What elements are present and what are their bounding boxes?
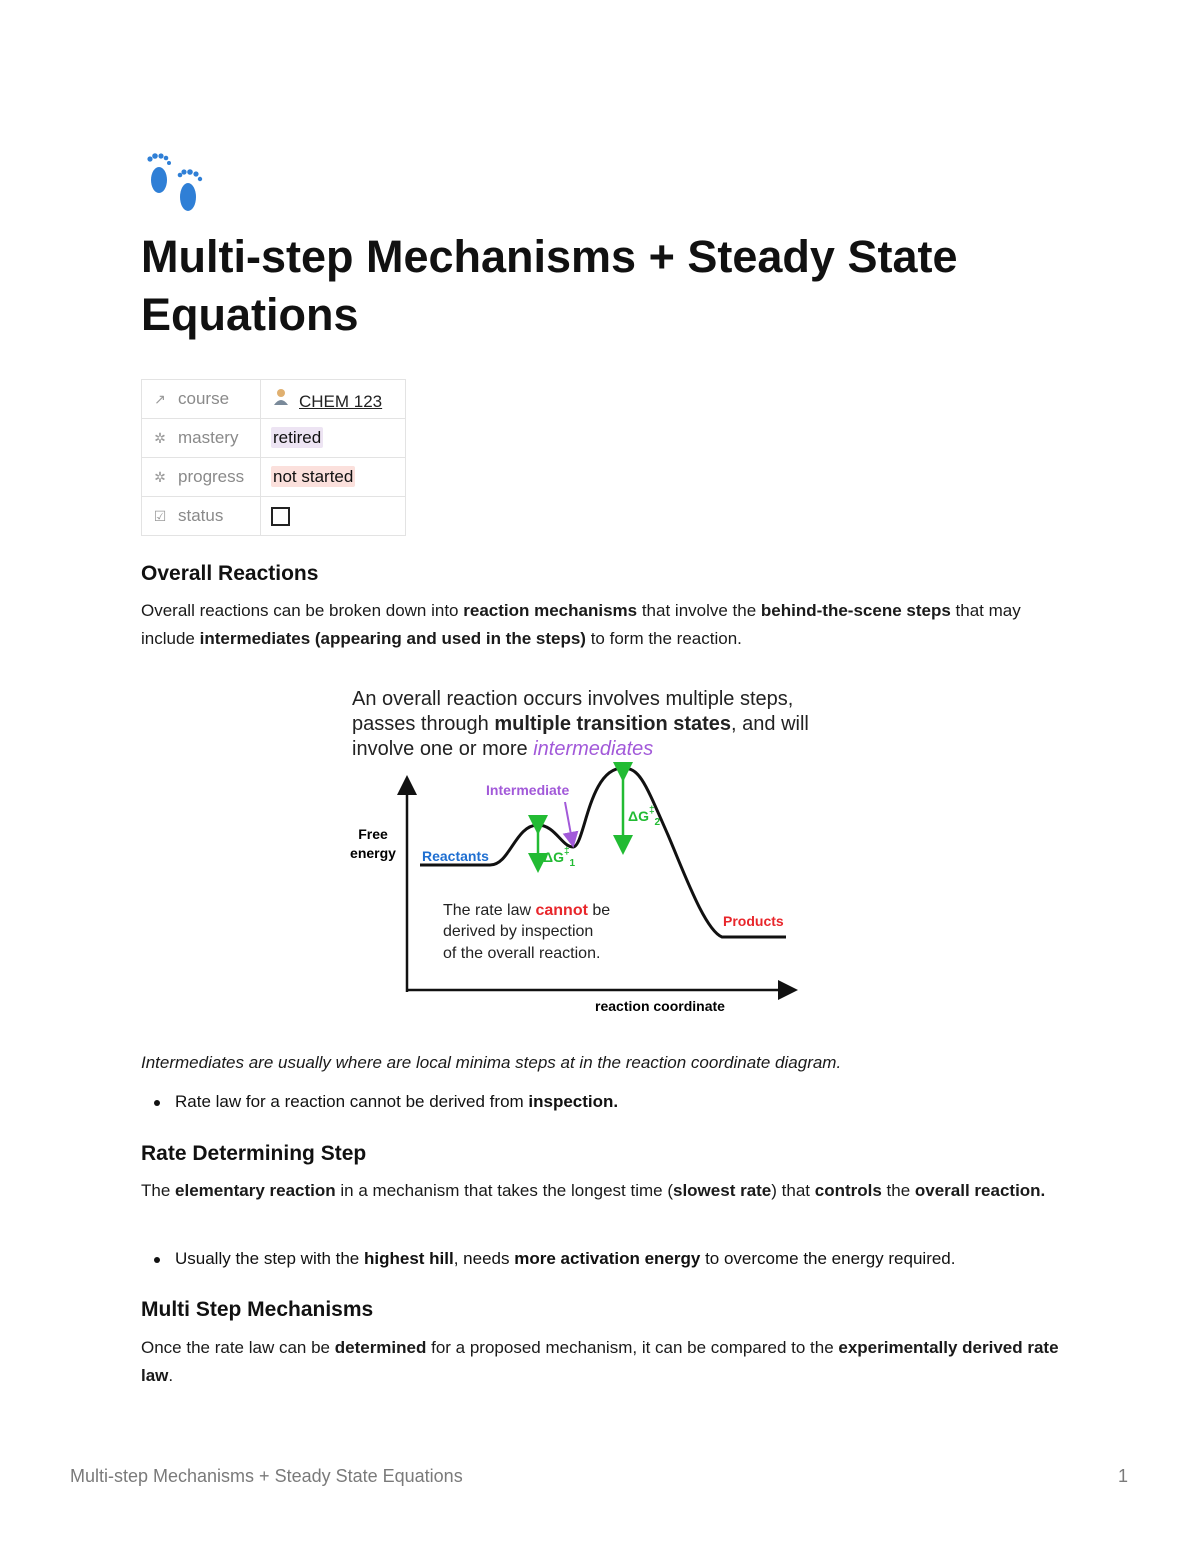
section-heading-overall-reactions: Overall Reactions	[141, 562, 319, 585]
overall-reactions-paragraph: Overall reactions can be broken down into reaction mechanisms that involve the behind-the-scene steps that may include intermediates (appearing and used in the steps) to form the reaction.	[141, 601, 1021, 648]
checkbox-icon: ☑	[153, 508, 167, 524]
property-row-course	[142, 380, 406, 419]
caption-line-2: passes through multiple transition states, and will	[352, 713, 809, 735]
course-link[interactable]: CHEM 123	[299, 391, 383, 411]
section-heading-rate-determining-step: Rate Determining Step	[141, 1142, 367, 1165]
status-checkbox[interactable]	[271, 507, 290, 526]
property-key: progress	[178, 467, 245, 486]
reactants-label: Reactants	[422, 848, 489, 864]
intermediate-label: Intermediate	[486, 782, 570, 798]
list-item: Usually the step with the highest hill, needs more activation energy to overcome the energy required.	[141, 1245, 956, 1273]
property-key: status	[178, 506, 224, 525]
loading-icon: ✲	[154, 430, 166, 446]
loading-icon: ✲	[154, 469, 166, 485]
x-axis-label: reaction coordinate	[595, 998, 725, 1014]
rate-note-line-3: of the overall reaction.	[443, 945, 601, 962]
dg1-label: $\Delta G^\ddagger_1$	[543, 846, 576, 869]
dg2-label: $\Delta G^\ddagger_2$	[628, 805, 661, 828]
section-heading-multi-step-mechanisms: Multi Step Mechanisms	[141, 1298, 374, 1321]
y-axis-label-2: energy	[350, 845, 396, 861]
overall-bullet-list	[141, 1088, 618, 1116]
page-number: 1	[1117, 1466, 1128, 1486]
products-label: Products	[723, 913, 784, 929]
page-title: Multi-step Mechanisms + Steady State Equations	[141, 231, 958, 340]
properties-table	[141, 379, 406, 536]
progress-tag: not started	[273, 467, 354, 486]
rate-note-line-1: The rate law cannot be	[443, 902, 611, 919]
property-row-progress	[142, 458, 406, 497]
property-row-mastery	[142, 419, 406, 458]
caption-line-1: An overall reaction occurs involves multiple steps,	[352, 688, 794, 710]
property-row-status	[142, 497, 406, 536]
person-emoji-icon	[271, 387, 291, 412]
footprints-icon	[140, 148, 212, 220]
mastery-tag: retired	[273, 428, 322, 447]
intermediate-arrow	[565, 802, 572, 840]
rds-bullet-list	[141, 1245, 956, 1273]
reaction-coordinate-diagram	[340, 675, 850, 1020]
rate-note-line-2: derived by inspection	[443, 923, 594, 940]
property-key: course	[178, 389, 230, 408]
list-item: Rate law for a reaction cannot be derived from inspection.	[141, 1088, 618, 1116]
multi-step-paragraph: Once the rate law can be determined for a proposed mechanism, it can be compared to the experimentally derived rate law.	[141, 1338, 1059, 1385]
property-key: mastery	[178, 428, 239, 447]
caption-line-3: involve one or more intermediates	[352, 738, 654, 760]
arrow-icon: ↗	[154, 391, 166, 407]
intermediates-note: Intermediates are usually where are local minima steps at in the reaction coordinate diagram.	[141, 1053, 842, 1072]
y-axis-label-1: Free	[358, 826, 388, 842]
footer-title: Multi-step Mechanisms + Steady State Equations	[70, 1466, 463, 1486]
rate-determining-paragraph: The elementary reaction in a mechanism that takes the longest time (slowest rate) that controls the overall reaction.	[141, 1181, 1046, 1200]
